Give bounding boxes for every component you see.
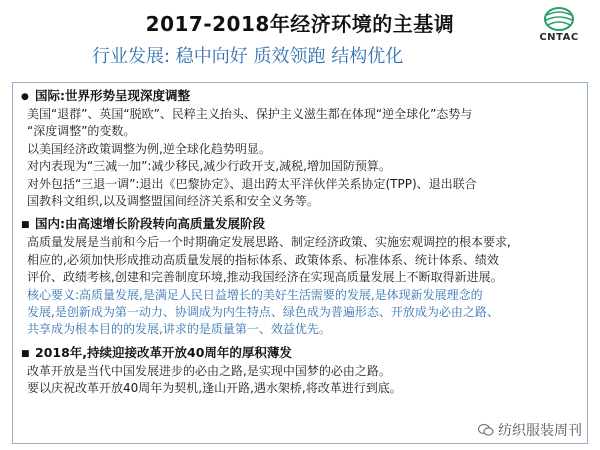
body-line: 相应的,必须加快形成推动高质量发展的指标体系、政策体系、标准体系、统计体系、绩效 <box>27 252 499 267</box>
cntac-logo <box>528 6 590 50</box>
body-line: 改革开放是当代中国发展进步的必由之路,是实现中国梦的必由之路。 <box>27 363 391 378</box>
page-title: 2017-2018年经济环境的主基调 <box>145 12 455 36</box>
page-subtitle: 行业发展: 稳中向好 质效领跑 结构优化 <box>92 46 404 67</box>
bullet-icon: ■ <box>21 348 30 359</box>
section-domestic <box>21 215 579 338</box>
cntac-globe-icon <box>542 6 576 32</box>
section-international <box>21 87 579 210</box>
watermark-text: 纺织服装周刊 <box>498 423 582 439</box>
logo-text: CNTAC <box>539 32 579 43</box>
core-meaning-line: 核心要义:高质量发展,是满足人民日益增长的美好生活需要的发展,是体现新发展理念的 <box>27 287 483 302</box>
body-line: 评价、政绩考核,创建和完善制度环境,推动我国经济在实现高质量发展上不断取得新进展。 <box>27 270 503 285</box>
section-heading <box>21 87 579 106</box>
body-line: 要以庆祝改革开放40周年为契机,逢山开路,遇水架桥,将改革进行到底。 <box>27 381 402 396</box>
core-meaning-line: 共享成为根本目的的发展,讲求的是质量第一、效益优先。 <box>27 322 331 337</box>
body-line: 国教科文组织,以及调整盟国间经济关系和安全义务等。 <box>27 194 319 209</box>
wechat-icon <box>478 423 494 437</box>
section-reform <box>21 344 579 398</box>
body-line: 对内表现为“三减一加”:减少移民,减少行政开支,减税,增加国防预算。 <box>27 159 391 174</box>
watermark <box>474 420 586 440</box>
bullet-icon: ● <box>21 92 29 102</box>
section-heading-text: 2018年,持续迎接改革开放40周年的厚积薄发 <box>35 344 292 360</box>
section-heading-text: 国际:世界形势呈现深度调整 <box>35 88 190 103</box>
body-line: 美国“退群”、英国“脱欧”、民粹主义抬头、保护主义滋生都在体现“逆全球化”态势与 <box>27 107 473 121</box>
section-heading-text: 国内:由高速增长阶段转向高质量发展阶段 <box>35 216 265 232</box>
body-line: 对外包括“三退一调”:退出《巴黎协定》、退出跨太平洋伙伴关系协定(TPP)、退出联合 <box>27 176 477 191</box>
content-panel <box>12 82 588 444</box>
section-heading <box>21 344 579 363</box>
body-line: 高质量发展是当前和今后一个时期确定发展思路、制定经济政策、实施宏观调控的根本要求, <box>27 235 511 250</box>
body-line: “深度调整”的变数。 <box>27 124 136 139</box>
body-line: 以美国经济政策调整为例,逆全球化趋势明显。 <box>27 141 271 156</box>
bullet-icon: ■ <box>21 220 30 231</box>
section-heading <box>21 215 579 234</box>
core-meaning-line: 发展,是创新成为第一动力、协调成为内生特点、绿色成为普遍形态、开放成为必由之路、 <box>27 305 499 320</box>
